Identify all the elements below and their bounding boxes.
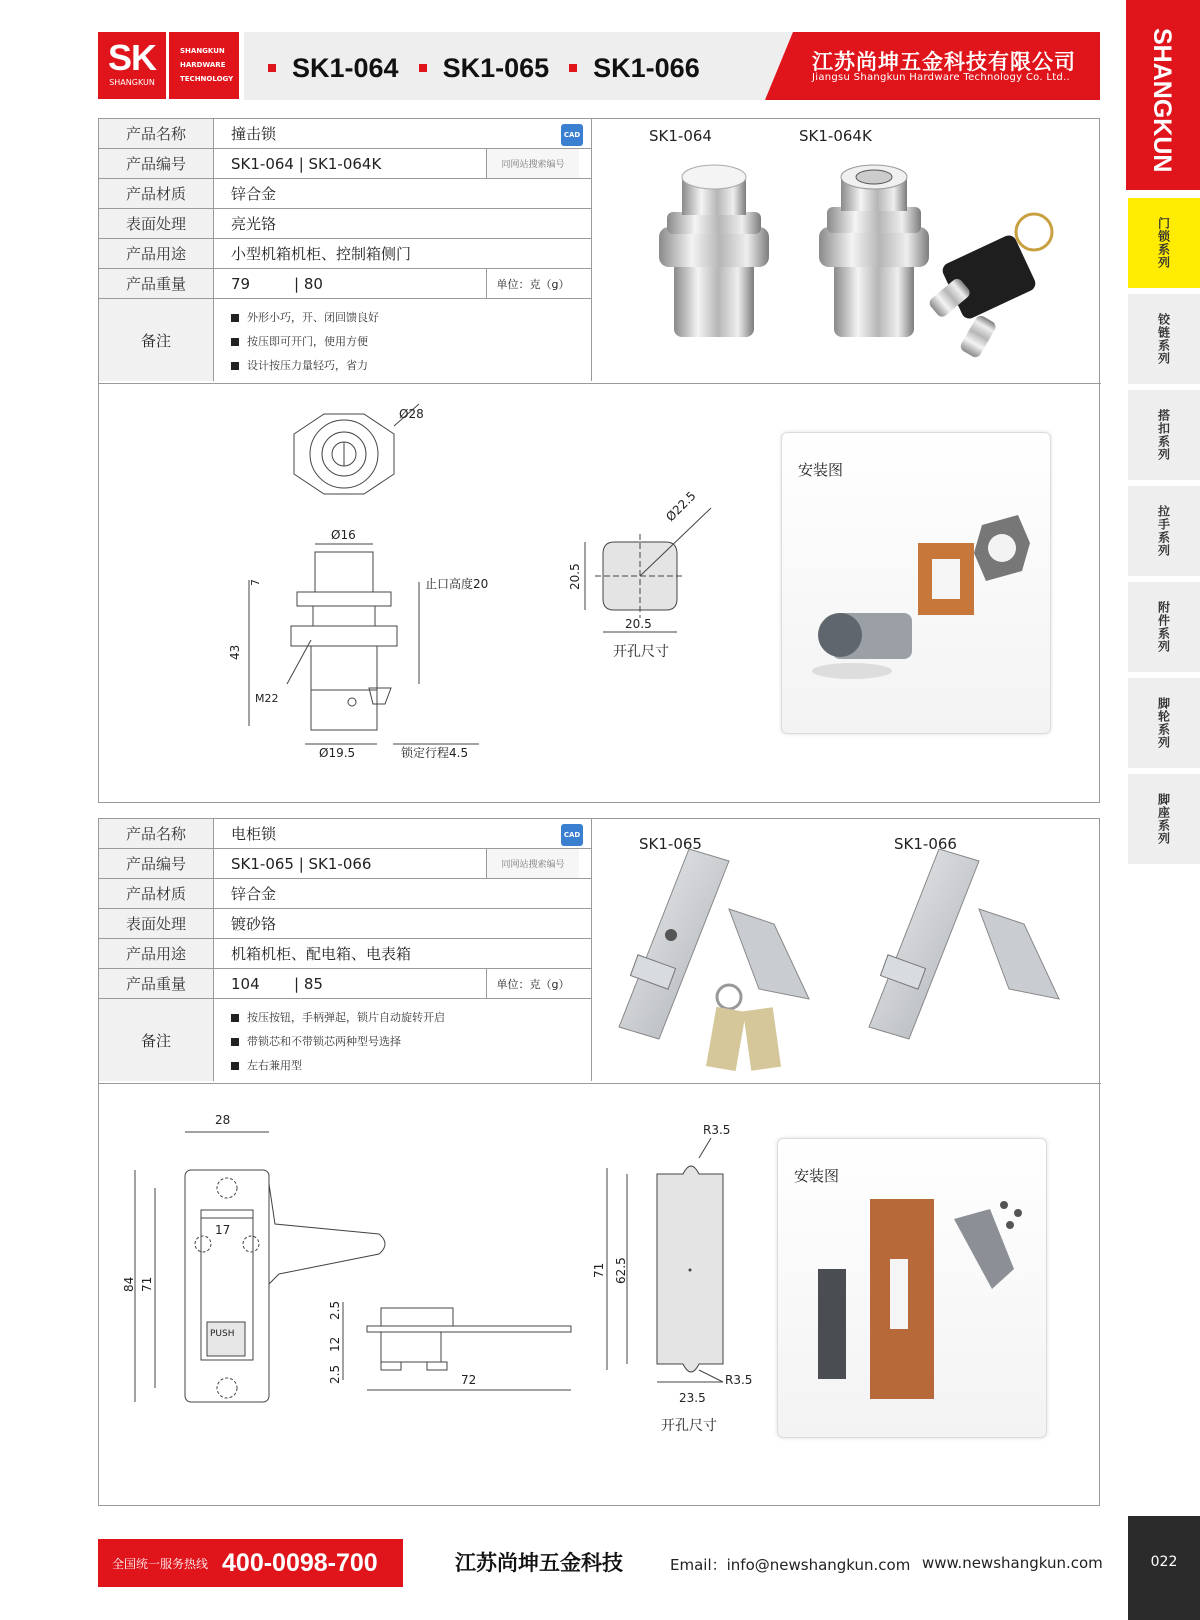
footer-email[interactable]: Email：info@newshangkun.com [670, 1556, 911, 1574]
note-item: 外形小巧，开、闭回馈良好 [231, 306, 591, 330]
company-name-en: Jiangsu Shangkun Hardware Technology Co. Ltd.. [812, 72, 1071, 83]
product-photo-push-lock [629, 147, 1089, 387]
spec-value: 104 | 85 单位：克（g） [214, 969, 591, 998]
dim-label: 23.5 [679, 1391, 706, 1405]
search-hint: 同网站搜索编号 [486, 149, 579, 178]
bullet-square-icon [419, 64, 427, 72]
lock-065-image [619, 849, 809, 1071]
spec-value: 锌合金 [231, 185, 277, 203]
side-tab-handle[interactable]: 拉手系列 [1128, 486, 1200, 576]
brand-logo [98, 32, 166, 99]
logo-subtext: SHANGKUN [109, 78, 155, 87]
install-diagram-064 [781, 432, 1051, 734]
spec-row [99, 119, 591, 149]
spec-row [99, 149, 591, 179]
note-list [214, 999, 591, 1081]
dim-label: 20.5 [625, 617, 652, 631]
spec-value: SK1-065 | SK1-066 同网站搜索编号 [214, 849, 591, 878]
dim-label: 62.5 [614, 1257, 628, 1284]
bullet-icon [231, 338, 239, 346]
spec-value: 撞击锁 CAD [214, 119, 591, 148]
model-item: SK1-066 [569, 53, 700, 84]
spec-row [99, 819, 591, 849]
dim-label: 止口高度20 [425, 577, 489, 591]
note-item: 按压按钮，手柄弹起，锁片自动旋转开启 [231, 1006, 591, 1030]
lock-066-image [869, 849, 1059, 1039]
cutout-label: 开孔尺寸 [613, 644, 669, 660]
install-title: 安装图 [798, 461, 844, 479]
product-photo-cabinet-lock [599, 849, 1089, 1089]
spec-key: 表面处理 [99, 909, 214, 938]
dim-label: 20.5 [568, 563, 582, 590]
spec-table [99, 119, 592, 381]
lock-064-image [659, 165, 769, 337]
weight-unit: 单位：克（g） [486, 269, 579, 298]
company-name-cn: 江苏尚坤五金科技有限公司 [812, 50, 1076, 74]
side-tab-hinge[interactable]: 铰链系列 [1128, 294, 1200, 384]
spec-value: 小型机箱机柜、控制箱侧门 [231, 245, 412, 263]
spec-row [99, 879, 591, 909]
bullet-icon [231, 362, 239, 370]
spec-key: 产品编号 [99, 149, 214, 178]
spec-key: 产品用途 [99, 939, 214, 968]
cad-download-icon[interactable]: CAD [561, 124, 583, 146]
model-item: SK1-065 [419, 53, 550, 84]
note-item: 设计按压力量轻巧，省力 [231, 354, 591, 378]
dim-label: 2.5 [328, 1300, 342, 1320]
side-tab-door-lock[interactable]: 门锁系列 [1128, 198, 1200, 288]
spec-key: 产品名称 [99, 819, 214, 848]
spec-row [99, 909, 591, 939]
spec-row [99, 209, 591, 239]
search-hint: 同网站搜索编号 [486, 849, 579, 878]
dim-label: M22 [255, 692, 279, 705]
side-tab-foot[interactable]: 脚座系列 [1128, 774, 1200, 864]
dim-label: 71 [140, 1276, 154, 1292]
dim-label: 2.5 [328, 1364, 342, 1384]
model-item: SK1-064 [268, 53, 399, 84]
dim-label: 43 [228, 644, 242, 660]
bullet-icon [231, 1038, 239, 1046]
dim-label: R3.5 [703, 1123, 731, 1137]
dim-label: 锁定行程4.5 [401, 746, 469, 760]
spec-key: 产品材质 [99, 179, 214, 208]
dim-label: 28 [215, 1113, 231, 1127]
spec-row [99, 269, 591, 299]
bullet-icon [231, 1062, 239, 1070]
hotline-label: 全国统一服务热线 [112, 1556, 209, 1571]
dim-label: R3.5 [725, 1373, 753, 1387]
logo-line: SHANGKUN [180, 47, 225, 55]
hotline-banner [98, 1539, 403, 1587]
note-item: 带锁芯和不带锁芯两种型号选择 [231, 1030, 591, 1054]
spec-row [99, 939, 591, 969]
hotline-number[interactable]: 400-0098-700 [222, 1548, 378, 1577]
photo-label: SK1-064 [649, 127, 712, 145]
note-row [99, 999, 591, 1081]
lock-064k-image [819, 165, 1052, 359]
dim-label: 7 [249, 579, 262, 586]
dim-label: 72 [461, 1373, 477, 1387]
spec-table [99, 819, 592, 1081]
spec-row [99, 969, 591, 999]
dim-label: 71 [592, 1262, 606, 1278]
side-tab-accessory[interactable]: 附件系列 [1128, 582, 1200, 672]
dim-label: Ø16 [331, 528, 356, 542]
spec-key: 产品重量 [99, 969, 214, 998]
bullet-square-icon [569, 64, 577, 72]
spec-key: 产品编号 [99, 849, 214, 878]
photo-label: SK1-064K [799, 127, 872, 145]
technical-drawing-area [99, 383, 1101, 803]
spec-value: 机箱机柜、配电箱、电表箱 [231, 945, 412, 963]
spec-value: 亮光铬 [231, 215, 277, 233]
spec-key: 产品名称 [99, 119, 214, 148]
spec-value: SK1-064 | SK1-064K 同网站搜索编号 [214, 149, 591, 178]
note-row [99, 299, 591, 381]
dim-label: 84 [122, 1276, 136, 1292]
install-diagram-065 [777, 1138, 1047, 1438]
technical-drawing-065 [99, 1084, 779, 1508]
cad-download-icon[interactable]: CAD [561, 824, 583, 846]
spec-value: 79 | 80 单位：克（g） [214, 269, 591, 298]
spec-row [99, 179, 591, 209]
dim-label: Ø28 [399, 407, 424, 421]
page-number: 022 [1128, 1516, 1200, 1620]
dim-label: 12 [328, 1336, 342, 1352]
spec-value: 电柜锁 CAD [214, 819, 591, 848]
photo-label: SK1-066 [894, 835, 957, 853]
bullet-square-icon [268, 64, 276, 72]
footer-company: 江苏尚坤五金科技 [455, 1551, 623, 1575]
side-tab-caster[interactable]: 脚轮系列 [1128, 678, 1200, 768]
logo-line: TECHNOLOGY [180, 75, 234, 83]
spec-key: 备注 [99, 999, 214, 1081]
spec-row [99, 239, 591, 269]
technical-drawing-area [99, 1083, 1101, 1507]
spec-key: 产品重量 [99, 269, 214, 298]
spec-key: 产品材质 [99, 879, 214, 908]
logo-line: HARDWARE [180, 61, 226, 69]
note-item: 按压即可开门，使用方便 [231, 330, 591, 354]
bullet-icon [231, 314, 239, 322]
note-item: 左右兼用型 [231, 1054, 591, 1078]
spec-value: 镀砂铬 [231, 915, 277, 933]
spec-key: 表面处理 [99, 209, 214, 238]
side-brand-text: SHANGKUN [1148, 28, 1176, 173]
push-label: PUSH [210, 1329, 235, 1339]
product-block-sk1-065 [98, 818, 1100, 1506]
dim-label: Ø19.5 [319, 746, 356, 760]
logo-text: SK [107, 37, 156, 78]
spec-key: 产品用途 [99, 239, 214, 268]
logo-tagline [169, 32, 239, 99]
side-tab-hasp[interactable]: 搭扣系列 [1128, 390, 1200, 480]
technical-drawing-064 [99, 384, 779, 804]
cutout-label: 开孔尺寸 [661, 1418, 717, 1434]
bullet-icon [231, 1014, 239, 1022]
spec-row [99, 849, 591, 879]
product-block-sk1-064 [98, 118, 1100, 803]
note-list [214, 299, 591, 381]
dim-label: Ø22.5 [663, 488, 699, 525]
spec-value: 锌合金 [231, 885, 277, 903]
spec-key: 备注 [99, 299, 214, 381]
footer-website[interactable]: www.newshangkun.com [922, 1554, 1103, 1572]
install-title: 安装图 [794, 1167, 840, 1185]
model-list [268, 48, 700, 88]
weight-unit: 单位：克（g） [486, 969, 579, 998]
photo-label: SK1-065 [639, 835, 702, 853]
dim-label: 17 [215, 1223, 231, 1237]
